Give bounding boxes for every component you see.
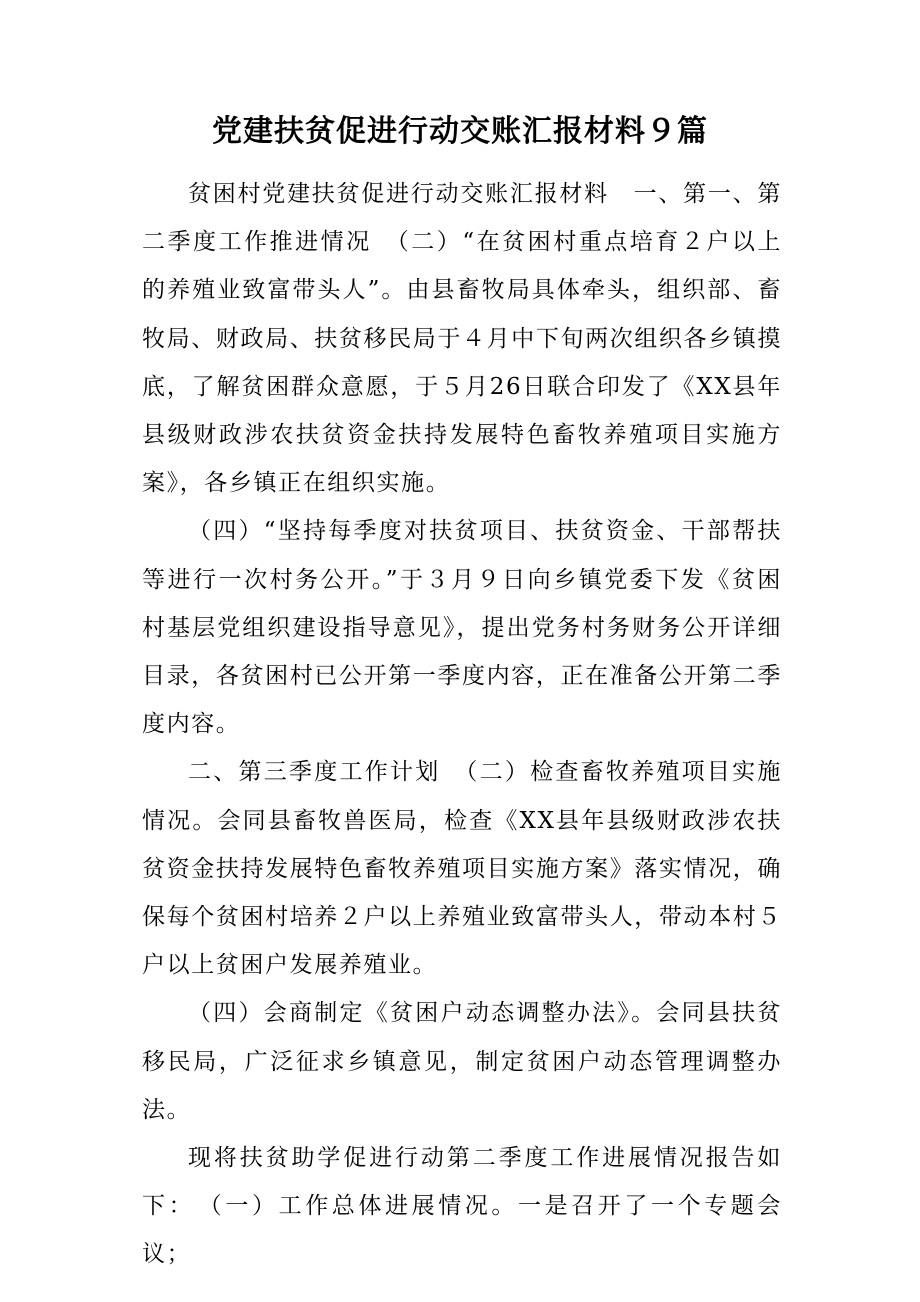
paragraph-4: （四）会商制定《贫困户动态调整办法》。会同县扶贫移民局，广泛征求乡镇意见，制定贫困户动态管理调整办法。 <box>142 1000 782 1123</box>
paragraph-1: 贫困村党建扶贫促进行动交账汇报材料 一、第一、第二季度工作推进情况 （二）“在贫困村重点培育２户以上的养殖业致富带头人”。由县畜牧局具体牵头，组织部、畜牧局、财政局、扶贫移民局于４月中下旬两次组织各乡镇摸底，了解贫困群众意愿，于５月26日联合印发了《XX县年县级财政涉农扶贫资金扶持发展特色畜牧养殖项目实施方案》，各乡镇正在组织实施。 <box>142 181 782 497</box>
document-title: 党建扶贫促进行动交账汇报材料９篇 <box>212 114 708 149</box>
paragraph-3: 二、第三季度工作计划 （二）检查畜牧养殖项目实施情况。会同县畜牧兽医局，检查《XX县年县级财政涉农扶贫资金扶持发展特色畜牧养殖项目实施方案》落实情况，确保每个贫困村培养２户以上养殖业致富带头人，带动本村５户以上贫困户发展养殖业。 <box>142 759 782 979</box>
paragraph-5: 现将扶贫助学促进行动第二季度工作进展情况报告如下： （一）工作总体进展情况。一是召开了一个专题会议； <box>142 1145 782 1268</box>
paragraph-2: （四）“坚持每季度对扶贫项目、扶贫资金、干部帮扶等进行一次村务公开。”于３月９日向乡镇党委下发《贫困村基层党组织建设指导意见》，提出党务村务财务公开详细目录，各贫困村已公开第一季度内容，正在准备公开第二季度内容。 <box>142 518 782 738</box>
document-body <box>142 170 782 1279</box>
